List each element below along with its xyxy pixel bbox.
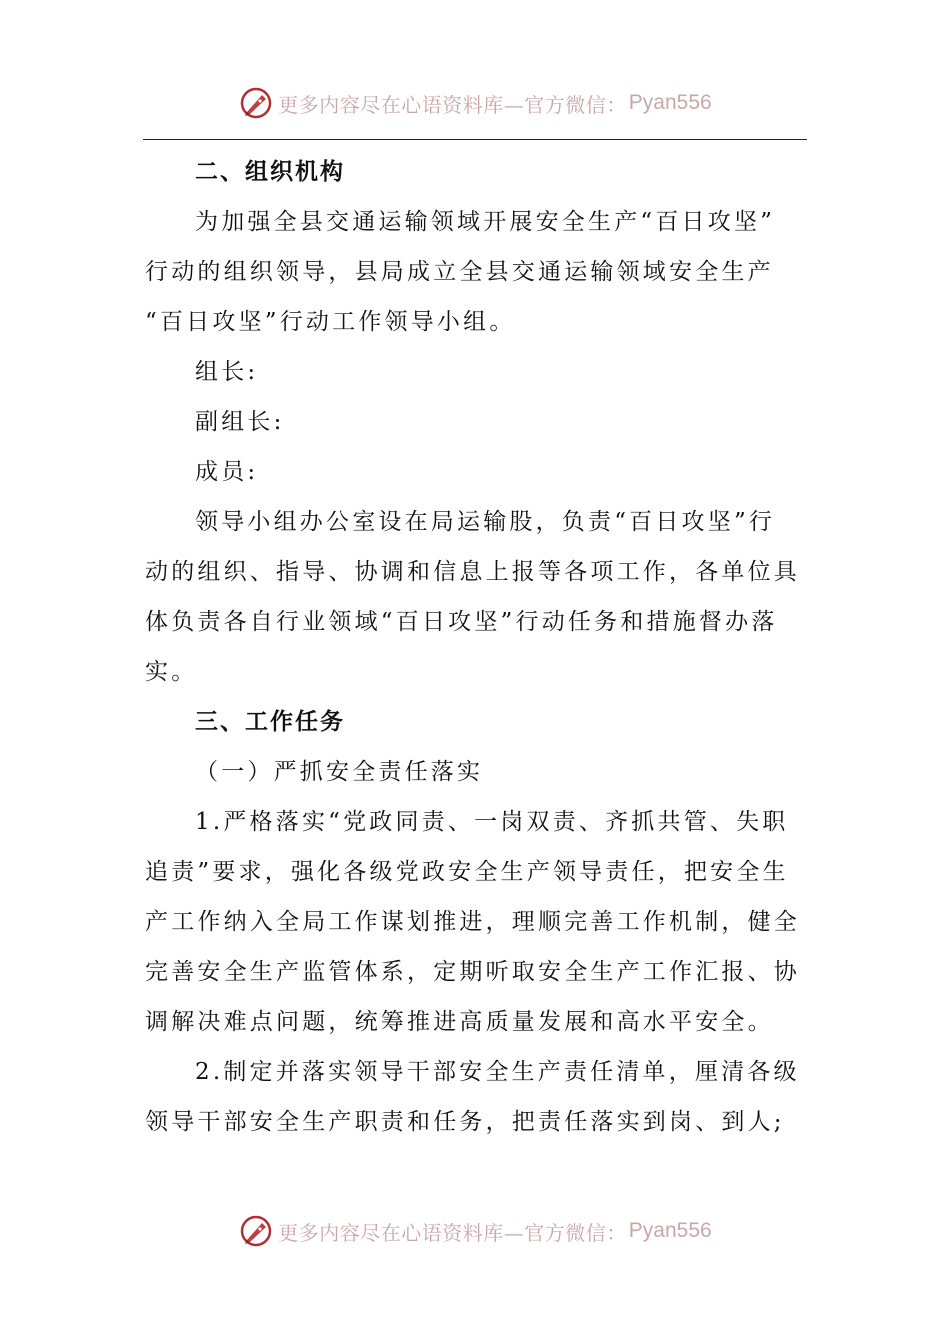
group-leader-label: 组长:	[195, 359, 259, 385]
section-heading-3: 三、工作任务	[195, 709, 345, 735]
para-1-line-2: 行动的组织领导，县局成立全县交通运输领域安全生产	[145, 259, 774, 285]
para-2-line-2: 动的组织、指导、协调和信息上报等各项工作，各单位具	[145, 559, 800, 585]
item-2-line-2: 领导干部安全生产职责和任务，把责任落实到岗、到人;	[145, 1109, 785, 1135]
item-1-line-3: 产工作纳入全局工作谋划推进，理顺完善工作机制，健全	[145, 909, 800, 935]
header-rule	[143, 139, 807, 140]
para-1-line-1: 为加强全县交通运输领域开展安全生产“百日攻坚”	[195, 209, 776, 235]
item-1-line-2: 追责”要求，强化各级党政安全生产领导责任，把安全生	[145, 859, 789, 885]
members-label: 成员:	[195, 459, 259, 485]
item-1-line-5: 调解决难点问题，统筹推进高质量发展和高水平安全。	[145, 1009, 774, 1035]
item-2-line-1: 2.制定并落实领导干部安全生产责任清单，厘清各级	[195, 1059, 800, 1085]
watermark-text: 更多内容尽在心语资料库—官方微信：	[278, 1220, 627, 1245]
item-1-line-4: 完善安全生产监管体系，定期听取安全生产工作汇报、协	[145, 959, 800, 985]
para-2-line-1: 领导小组办公室设在局运输股，负责“百日攻坚”行	[195, 509, 776, 535]
watermark-wechat-id: Pyan556	[628, 91, 712, 114]
para-1-line-3: “百日攻坚”行动工作领导小组。	[145, 309, 516, 335]
footer-watermark	[0, 1211, 950, 1251]
watermark-text: 更多内容尽在心语资料库—官方微信：	[278, 92, 627, 117]
subsection-heading-1: （一）严抓安全责任落实	[195, 759, 484, 785]
document-body	[145, 147, 800, 1147]
para-2-line-3: 体负责各自行业领域“百日攻坚”行动任务和措施督办落	[145, 609, 778, 635]
pen-nib-logo-icon	[238, 85, 274, 121]
para-2-line-4: 实。	[145, 659, 198, 685]
watermark-wechat-id: Pyan556	[628, 1219, 712, 1242]
header-watermark	[0, 83, 950, 123]
deputy-leader-label: 副组长:	[195, 409, 285, 435]
item-1-line-1: 1.严格落实“党政同责、一岗双责、齐抓共管、失职	[195, 809, 789, 835]
pen-nib-logo-icon	[238, 1213, 274, 1249]
section-heading-2: 二、组织机构	[195, 159, 345, 185]
